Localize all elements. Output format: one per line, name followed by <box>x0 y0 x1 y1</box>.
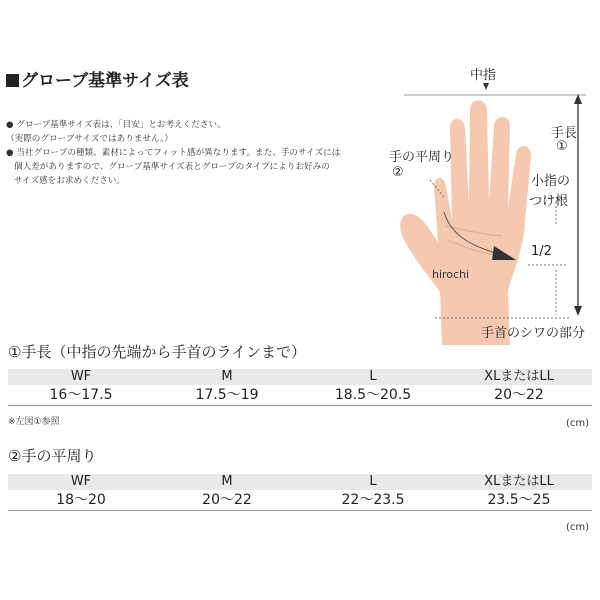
table-header-cell: L <box>369 474 377 489</box>
table-cell: 20〜22 <box>494 387 544 403</box>
hand-illustration <box>400 100 531 345</box>
wrist-crease-label: 手首のシワの部分 <box>481 326 586 341</box>
table-header-cell: XLまたはLL <box>484 369 554 384</box>
note-line: ● 当社グローブの種類、素材によってフィット感が異なります。また、手のサイズには <box>6 148 341 158</box>
pinky-base-label: つけ根 <box>529 194 569 209</box>
hand-length-table <box>8 369 592 406</box>
hand-length-number: ① <box>556 139 568 154</box>
palm-girth-table <box>8 474 592 511</box>
hand-length-table-title: ①手長（中指の先端から手首のラインまで） <box>8 343 306 361</box>
table-cell: 20〜22 <box>202 492 252 508</box>
middle-finger-label: 中指 <box>470 68 497 83</box>
unit-label: (cm) <box>566 522 590 533</box>
table-cell: 17.5〜19 <box>195 387 259 403</box>
page-title <box>6 66 189 91</box>
table-note: ※左図①参照 <box>8 417 60 427</box>
table-header-row <box>8 474 592 490</box>
table-row <box>8 490 592 511</box>
table-row <box>8 385 592 406</box>
half-label: 1/2 <box>531 244 552 259</box>
title-bullet <box>6 74 19 87</box>
note-line: サイズ感をお求めください。 <box>14 176 126 186</box>
table-cell: 23.5〜25 <box>487 492 551 508</box>
table-header-cell: L <box>369 369 377 384</box>
palm-girth-number: ② <box>392 165 404 180</box>
pinky-base-label: 小指の <box>531 174 571 189</box>
table-header-cell: M <box>221 369 233 384</box>
hand-diagram <box>390 80 600 350</box>
note-line: 個人差がありますので、グローブ基準サイズ表とグローブのタイプによりお好みの <box>14 162 330 172</box>
note-line: ● グローブ基準サイズ表は、「目安」とお考えください。 <box>6 120 226 130</box>
table-cell: 22〜23.5 <box>341 492 405 508</box>
note-line: （実際のグローブサイズではありません。） <box>6 134 173 144</box>
table-header-cell: XLまたはLL <box>484 474 554 489</box>
hand-length-label: 手長 <box>551 126 578 141</box>
table-cell: 18〜20 <box>56 492 106 508</box>
table-header-row <box>8 369 592 385</box>
arrow-down-icon <box>574 306 582 316</box>
table-header-cell: M <box>221 474 233 489</box>
unit-label: (cm) <box>566 418 590 429</box>
table-cell: 18.5〜20.5 <box>334 387 412 403</box>
table-header-cell: WF <box>70 369 92 384</box>
notes <box>6 118 398 188</box>
table-cell: 16〜17.5 <box>49 387 113 403</box>
palm-girth-table-title: ②手の平周り <box>8 447 97 465</box>
watermark: hirochi <box>432 268 470 281</box>
palm-girth-label: 手の平周り <box>389 150 455 165</box>
page-title-text: グローブ基準サイズ表 <box>21 71 189 91</box>
table-header-cell: WF <box>70 474 92 489</box>
